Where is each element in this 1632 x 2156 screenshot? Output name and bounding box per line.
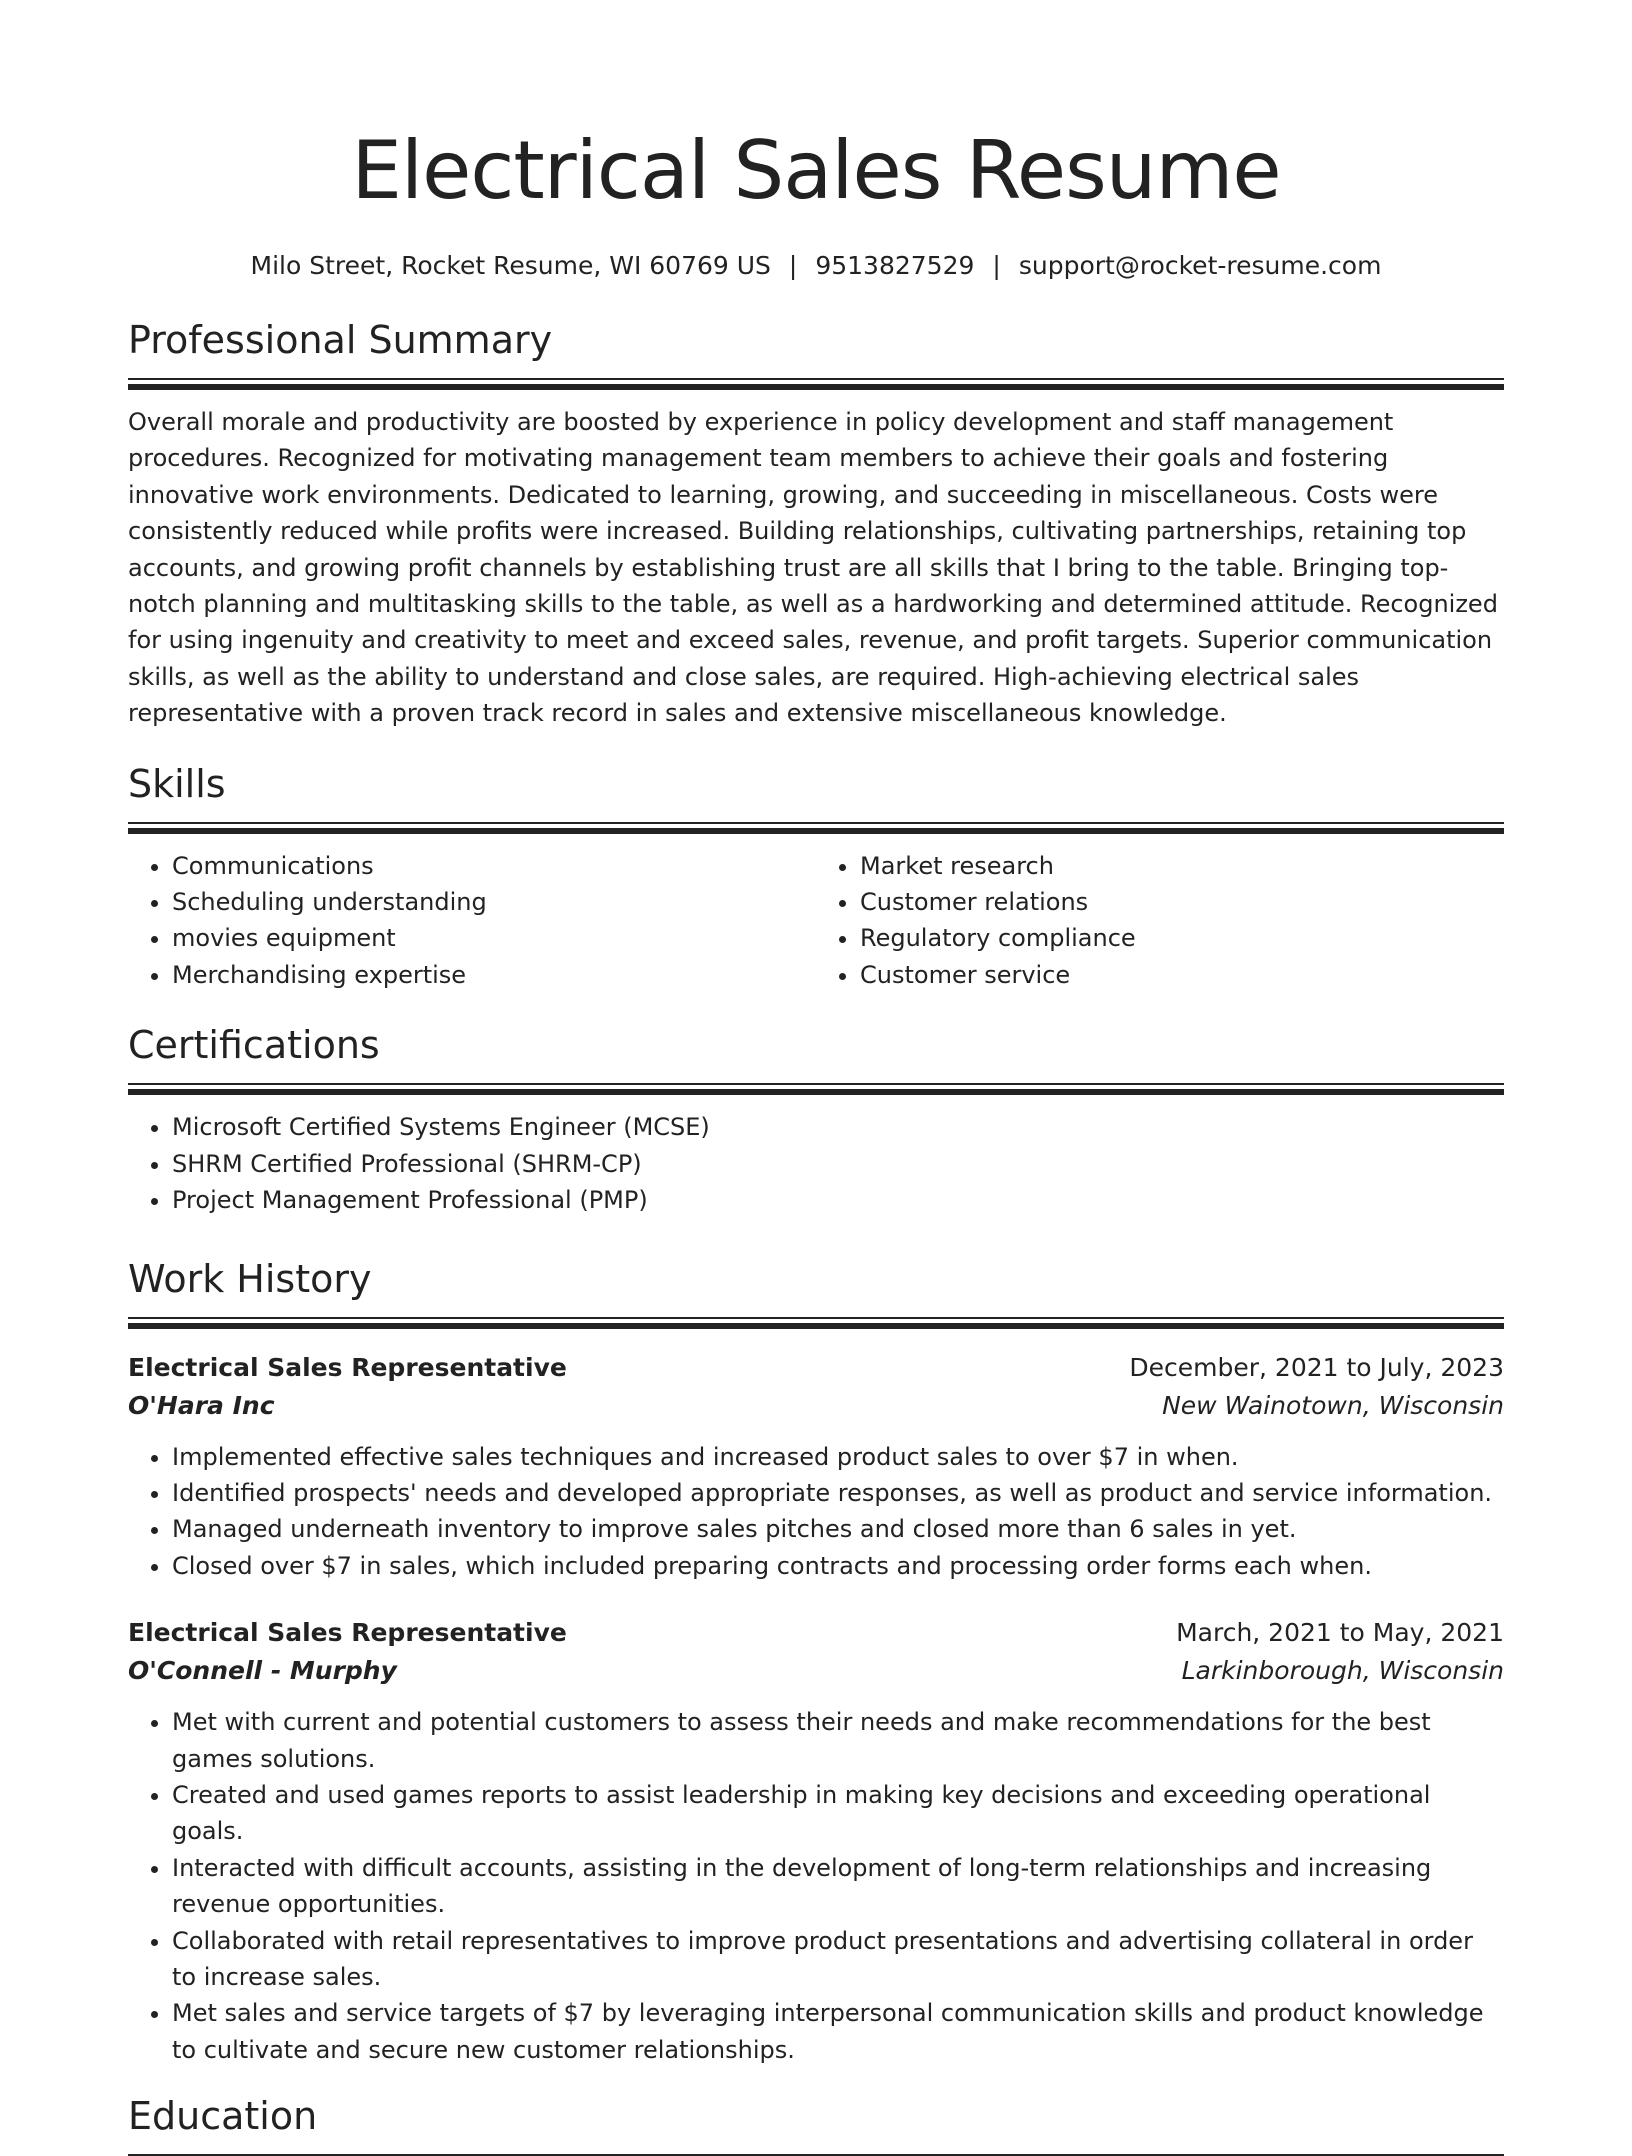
certification-item: • Microsoft Certified Systems Engineer (MCSE) [172, 1109, 1504, 1145]
section-divider [128, 1083, 1504, 1095]
job-bullet: • Collaborated with retail representatives to improve product presentations and advertising collateral in order to increase sales. [172, 1923, 1504, 1996]
job-bullet: • Interacted with difficult accounts, assisting in the development of long-term relationships and increasing revenue opportunities. [172, 1850, 1504, 1923]
section-divider [128, 822, 1504, 834]
section-divider [128, 378, 1504, 390]
job-company: O'Connell - Murphy [128, 1656, 397, 1686]
job-bullet: • Created and used games reports to assist leadership in making key decisions and exceeding operational goals. [172, 1777, 1504, 1850]
section-heading-work-history: Work History [128, 1256, 372, 1301]
contact-email[interactable]: support@rocket-resume.com [1018, 251, 1382, 280]
certification-item: • Project Management Professional (PMP) [172, 1182, 1504, 1218]
skill-item: • Scheduling understanding [172, 884, 816, 920]
certifications-section [128, 1019, 1504, 1218]
job-company: O'Hara Inc [128, 1390, 275, 1420]
job-bullet: • Implemented effective sales techniques and increased product sales to over $7 in when. [172, 1439, 1504, 1475]
section-heading-education: Education [128, 2094, 318, 2139]
summary-text: Overall morale and productivity are boosted by experience in policy development and staff management procedures. Recognized for motivating management team members to achieve their goals and fostering innovative work environments. Dedicated to learning, growing, and succeeding in miscellaneous. Costs were consistently reduced while profits were increased. Building relationships, cultivating partnerships, retaining top accounts, and growing profit channels by establishing trust are all skills that I bring to the table. Bringing top-notch planning and multitasking skills to the table, as well as a hardworking and determined attitude. Recognized for using ingenuity and creativity to meet and exceed sales, revenue, and profit targets. Superior communication skills, as well as the ability to understand and close sales, are required. High-achieving electrical sales representative with a proven track record in sales and extensive miscellaneous knowledge. [128, 408, 1498, 728]
skill-item: • movies equipment [172, 920, 816, 956]
job-header-row [128, 1614, 1504, 1652]
job-entry [128, 1349, 1504, 1585]
job-dates: March, 2021 to May, 2021 [1176, 1618, 1504, 1648]
contact-line [128, 248, 1504, 284]
job-location: Larkinborough, Wisconsin [1181, 1656, 1504, 1686]
section-heading-certifications: Certifications [128, 1023, 380, 1068]
contact-separator: | [788, 251, 798, 280]
job-subheader-row [128, 1652, 1504, 1690]
skill-item: • Customer service [860, 957, 1504, 993]
skills-list-right [816, 848, 1504, 994]
job-bullets [128, 1439, 1504, 1585]
section-heading-skills: Skills [128, 761, 226, 806]
job-bullets [128, 1704, 1504, 2068]
job-bullet: • Closed over $7 in sales, which included preparing contracts and processing order forms each when. [172, 1548, 1504, 1584]
contact-address: Milo Street, Rocket Resume, WI 60769 US [250, 251, 771, 280]
skills-section [128, 758, 1504, 994]
skill-item: • Customer relations [860, 884, 1504, 920]
job-bullet: • Met sales and service targets of $7 by leveraging interpersonal communication skills and product knowledge to cultivate and secure new customer relationships. [172, 1995, 1504, 2068]
certification-item: • SHRM Certified Professional (SHRM-CP) [172, 1146, 1504, 1182]
skill-item: • Market research [860, 848, 1504, 884]
education-section [128, 2090, 1504, 2156]
job-subheader-row [128, 1387, 1504, 1425]
job-header-row [128, 1349, 1504, 1387]
skill-item: • Regulatory compliance [860, 920, 1504, 956]
job-bullet: • Managed underneath inventory to improve sales pitches and closed more than 6 sales in yet. [172, 1511, 1504, 1547]
section-divider [128, 1317, 1504, 1329]
job-bullet: • Met with current and potential customers to assess their needs and make recommendations for the best games solutions. [172, 1704, 1504, 1777]
job-title: Electrical Sales Representative [128, 1352, 567, 1382]
resume-title: Electrical Sales Resume [351, 124, 1281, 217]
job-dates: December, 2021 to July, 2023 [1129, 1352, 1504, 1382]
contact-phone: 9513827529 [815, 251, 975, 280]
skills-list-left [128, 848, 816, 994]
certifications-list [128, 1109, 1504, 1218]
summary-section [128, 314, 1504, 732]
skill-item: • Merchandising expertise [172, 957, 816, 993]
job-title: Electrical Sales Representative [128, 1618, 567, 1648]
job-location: New Wainotown, Wisconsin [1162, 1390, 1504, 1420]
contact-separator: | [992, 251, 1001, 280]
skills-grid [128, 848, 1504, 994]
section-heading-summary: Professional Summary [128, 318, 553, 362]
job-bullet: • Identified prospects' needs and developed appropriate responses, as well as product and service information. [172, 1475, 1504, 1511]
skill-item: • Communications [172, 848, 816, 884]
job-entry [128, 1614, 1504, 2068]
work-history-section [128, 1253, 1504, 2069]
